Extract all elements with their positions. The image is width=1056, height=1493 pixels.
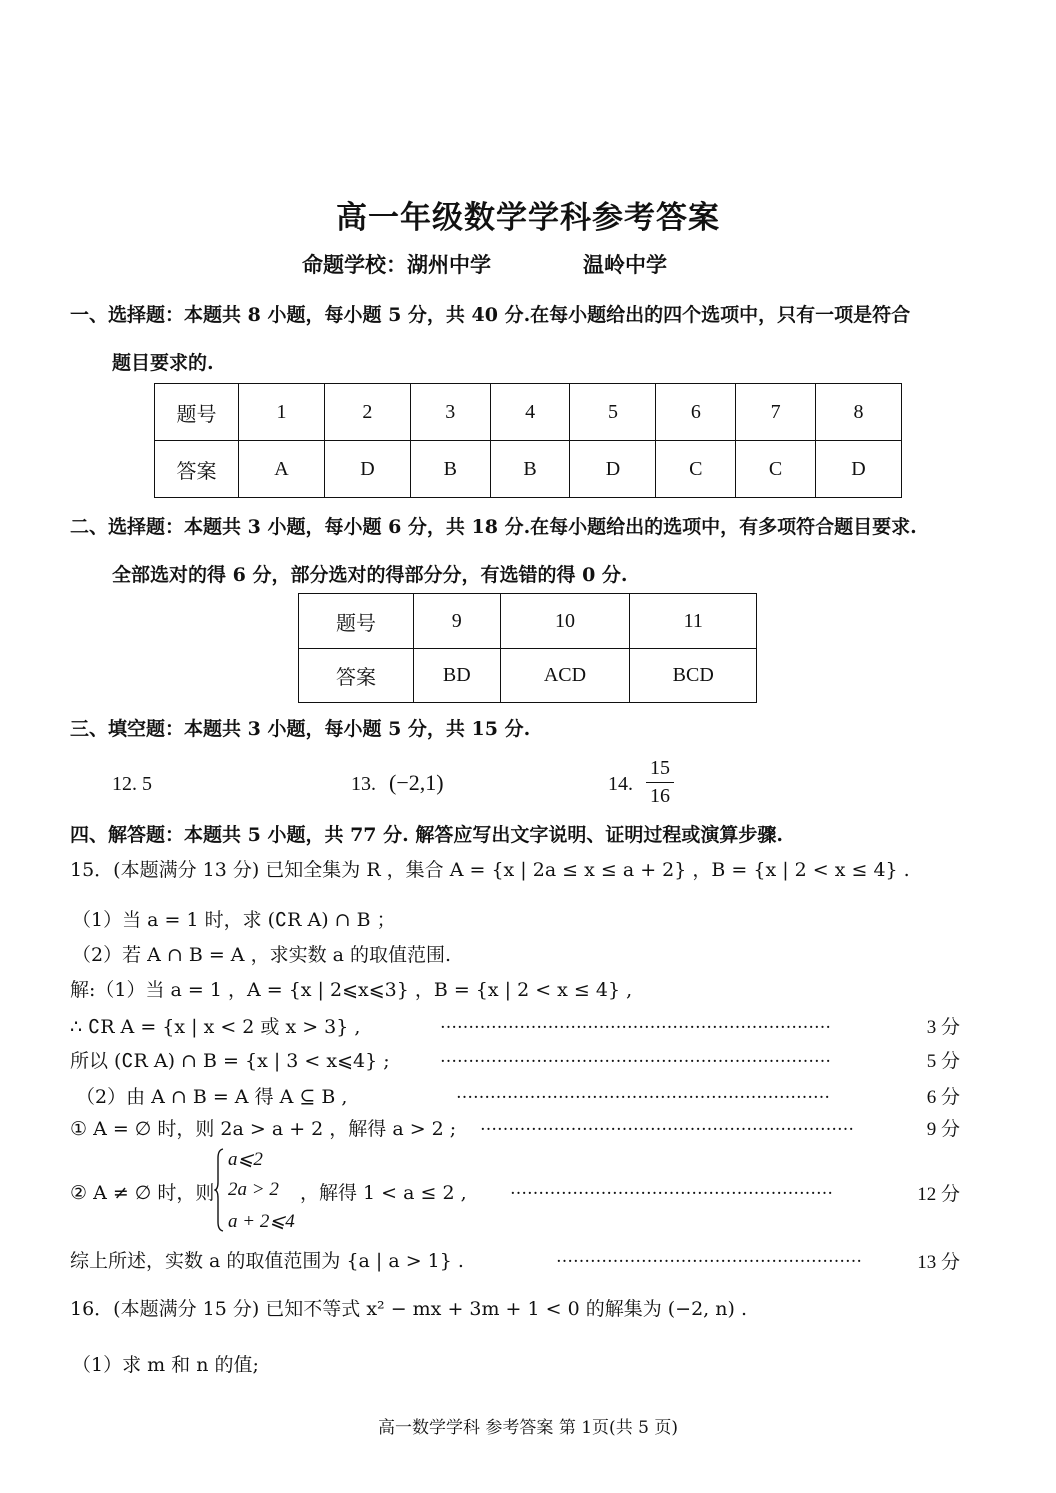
question-number: 3 bbox=[410, 384, 490, 441]
table-row bbox=[299, 594, 757, 649]
q15-part1: （1）当 a = 1 时，求 (∁R A) ∩ B ； bbox=[72, 909, 396, 931]
q16-part1: （1）求 m 和 n 的值; bbox=[72, 1354, 259, 1376]
leader-dots: …………………………………………………………… bbox=[440, 1013, 831, 1033]
answer-cell: D bbox=[324, 441, 410, 498]
score-mark: 5 分 bbox=[926, 1051, 960, 1072]
question-number: 8 bbox=[815, 384, 901, 441]
answer-14-fraction bbox=[646, 757, 674, 808]
question-number: 9 bbox=[414, 594, 501, 649]
question-number: 1 bbox=[239, 384, 325, 441]
section1-heading-2: 题目要求的. bbox=[112, 352, 214, 374]
answer-cell: C bbox=[736, 441, 816, 498]
question-number: 2 bbox=[324, 384, 410, 441]
q16-stem: 16．(本题满分 15 分) 已知不等式 x² − mx + 3m + 1 < 0 的解集为 (−2, n) . bbox=[70, 1298, 747, 1320]
question-number: 7 bbox=[736, 384, 816, 441]
solution-line-6-tail: ，解得 1 < a ≤ 2 , bbox=[300, 1182, 467, 1204]
fraction-denominator: 16 bbox=[650, 785, 670, 807]
left-brace bbox=[214, 1148, 224, 1232]
q15-part2: （2）若 A ∩ B = A ，求实数 a 的取值范围. bbox=[72, 944, 452, 966]
section4-heading: 四、解答题：本题共 5 小题，共 77 分. 解答应写出文字说明、证明过程或演算步骤. bbox=[70, 824, 783, 846]
answer-cell: B bbox=[490, 441, 570, 498]
answer-14-label: 14. bbox=[608, 773, 633, 795]
section1-heading: 一、选择题：本题共 8 小题，每小题 5 分，共 40 分.在每小题给出的四个选项中，只有一项是符合 bbox=[70, 304, 911, 326]
system-eq-2: 2a > 2 bbox=[228, 1179, 279, 1200]
solution-line-3: 所以 (∁R A) ∩ B = {x | 3 < x⩽4} ; bbox=[70, 1050, 390, 1072]
answer-13-label: 13. bbox=[351, 773, 376, 795]
score-mark: 6 分 bbox=[926, 1087, 960, 1108]
answer-cell: D bbox=[570, 441, 656, 498]
solution-line-7: 综上所述，实数 a 的取值范围为 {a | a > 1} . bbox=[70, 1250, 464, 1272]
row-label: 题号 bbox=[299, 594, 414, 649]
section2-table bbox=[298, 593, 757, 703]
section3-heading: 三、填空题：本题共 3 小题，每小题 5 分，共 15 分. bbox=[70, 718, 531, 740]
question-number: 5 bbox=[570, 384, 656, 441]
score-mark: 12 分 bbox=[917, 1184, 960, 1205]
page-footer: 高一数学学科 参考答案 第 1页(共 5 页) bbox=[378, 1418, 678, 1438]
row-label: 题号 bbox=[155, 384, 239, 441]
row-label: 答案 bbox=[299, 649, 414, 703]
system-eq-3: a + 2⩽4 bbox=[228, 1211, 295, 1232]
fraction-numerator: 15 bbox=[650, 757, 670, 779]
row-label: 答案 bbox=[155, 441, 239, 498]
table-row bbox=[299, 649, 757, 703]
table-row bbox=[155, 441, 902, 498]
answer-12: 12. 5 bbox=[112, 773, 152, 795]
answer-cell: ACD bbox=[500, 649, 630, 703]
score-mark: 13 分 bbox=[917, 1252, 960, 1273]
question-number: 6 bbox=[656, 384, 736, 441]
score-mark: 9 分 bbox=[926, 1119, 960, 1140]
section1-table bbox=[154, 383, 902, 498]
answer-cell: BD bbox=[414, 649, 501, 703]
page-title: 高一年级数学学科参考答案 bbox=[336, 200, 720, 236]
solution-line-5: ① A = ∅ 时，则 2a > a + 2 ，解得 a > 2 ; bbox=[70, 1118, 457, 1140]
answer-13: (−2,1) bbox=[389, 770, 444, 795]
leader-dots: ………………………………………………………… bbox=[456, 1083, 830, 1103]
section2-heading-2: 全部选对的得 6 分，部分选对的得部分分，有选错的得 0 分. bbox=[112, 564, 628, 586]
leader-dots: ……………………………………………… bbox=[556, 1247, 862, 1267]
fraction-bar bbox=[646, 782, 674, 783]
leader-dots: …………………………………………………………… bbox=[440, 1047, 831, 1067]
table-row bbox=[155, 384, 902, 441]
score-mark: 3 分 bbox=[926, 1017, 960, 1038]
section2-heading: 二、选择题：本题共 3 小题，每小题 6 分，共 18 分.在每小题给出的选项中，有多项符合题目要求. bbox=[70, 516, 917, 538]
school-1: 命题学校：湖州中学 bbox=[302, 252, 491, 277]
solution-line-4: （2）由 A ∩ B = A 得 A ⊆ B , bbox=[76, 1086, 348, 1108]
answer-cell: A bbox=[239, 441, 325, 498]
solution-line-1: 解:（1）当 a = 1 ，A = {x | 2⩽x⩽3} ，B = {x | 2 < x ≤ 4} , bbox=[70, 979, 633, 1001]
answer-cell: D bbox=[815, 441, 901, 498]
leader-dots: ………………………………………………… bbox=[510, 1179, 833, 1199]
q15-stem: 15．(本题满分 13 分) 已知全集为 R ，集合 A = {x | 2a ≤ x ≤ a + 2} ，B = {x | 2 < x ≤ 4} . bbox=[70, 859, 910, 881]
answer-cell: B bbox=[410, 441, 490, 498]
system-eq-1: a⩽2 bbox=[228, 1149, 263, 1170]
answer-cell: BCD bbox=[630, 649, 757, 703]
answer-cell: C bbox=[656, 441, 736, 498]
leader-dots: ………………………………………………………… bbox=[480, 1115, 854, 1135]
question-number: 4 bbox=[490, 384, 570, 441]
solution-line-2: ∴ ∁R A = {x | x < 2 或 x > 3} , bbox=[70, 1016, 361, 1038]
solution-line-6-lead: ② A ≠ ∅ 时，则 bbox=[70, 1182, 215, 1204]
question-number: 10 bbox=[500, 594, 630, 649]
question-number: 11 bbox=[630, 594, 757, 649]
school-2: 温岭中学 bbox=[583, 252, 667, 277]
